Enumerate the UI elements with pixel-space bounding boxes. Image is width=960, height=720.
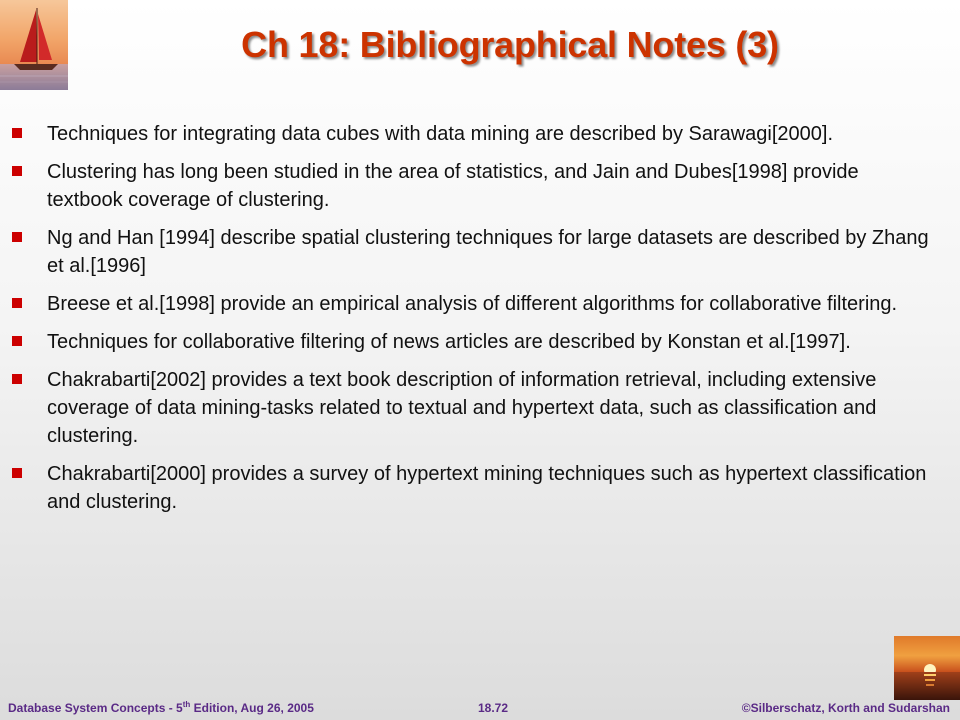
bullet-list [9,120,929,526]
footer-book-info: Database System Concepts - 5th Edition, Aug 26, 2005 [8,700,314,715]
footer [0,699,960,719]
sunset-image [894,636,960,700]
square-bullet-icon [12,166,22,176]
slide-title: Ch 18: Bibliographical Notes (3) [241,24,779,65]
bullet-text: Chakrabarti[2000] provides a survey of hypertext mining techniques such as hypertext classification and clustering. [47,463,927,513]
bullet-text: Chakrabarti[2002] provides a text book description of information retrieval, including extensive coverage of data mining-tasks related to textual and hypertext data, such as classification and clustering. [47,369,877,447]
square-bullet-icon [12,298,22,308]
square-bullet-icon [12,336,22,346]
bullet-item [9,328,929,356]
bullet-text: Techniques for integrating data cubes with data mining are described by Sarawagi[2000]. [47,123,834,145]
bullet-item [9,290,929,318]
bullet-text: Breese et al.[1998] provide an empirical analysis of different algorithms for collaborative filtering. [47,293,898,315]
bullet-text: Techniques for collaborative filtering of news articles are described by Konstan et al.[1997]. [47,331,851,353]
sailboat-image [0,0,68,90]
bullet-item [9,224,929,280]
footer-page-number: 18.72 [478,701,509,715]
square-bullet-icon [12,128,22,138]
square-bullet-icon [12,374,22,384]
square-bullet-icon [12,468,22,478]
bullet-item [9,366,929,450]
bullet-item [9,120,929,148]
bullet-item [9,460,929,516]
bullet-item [9,158,929,214]
bullet-text: Clustering has long been studied in the area of statistics, and Jain and Dubes[1998] provide textbook coverage of clustering. [47,161,859,211]
square-bullet-icon [12,232,22,242]
footer-copyright: ©Silberschatz, Korth and Sudarshan [741,701,950,715]
bullet-text: Ng and Han [1994] describe spatial clustering techniques for large datasets are described by Zhang et al.[1996] [47,227,929,277]
